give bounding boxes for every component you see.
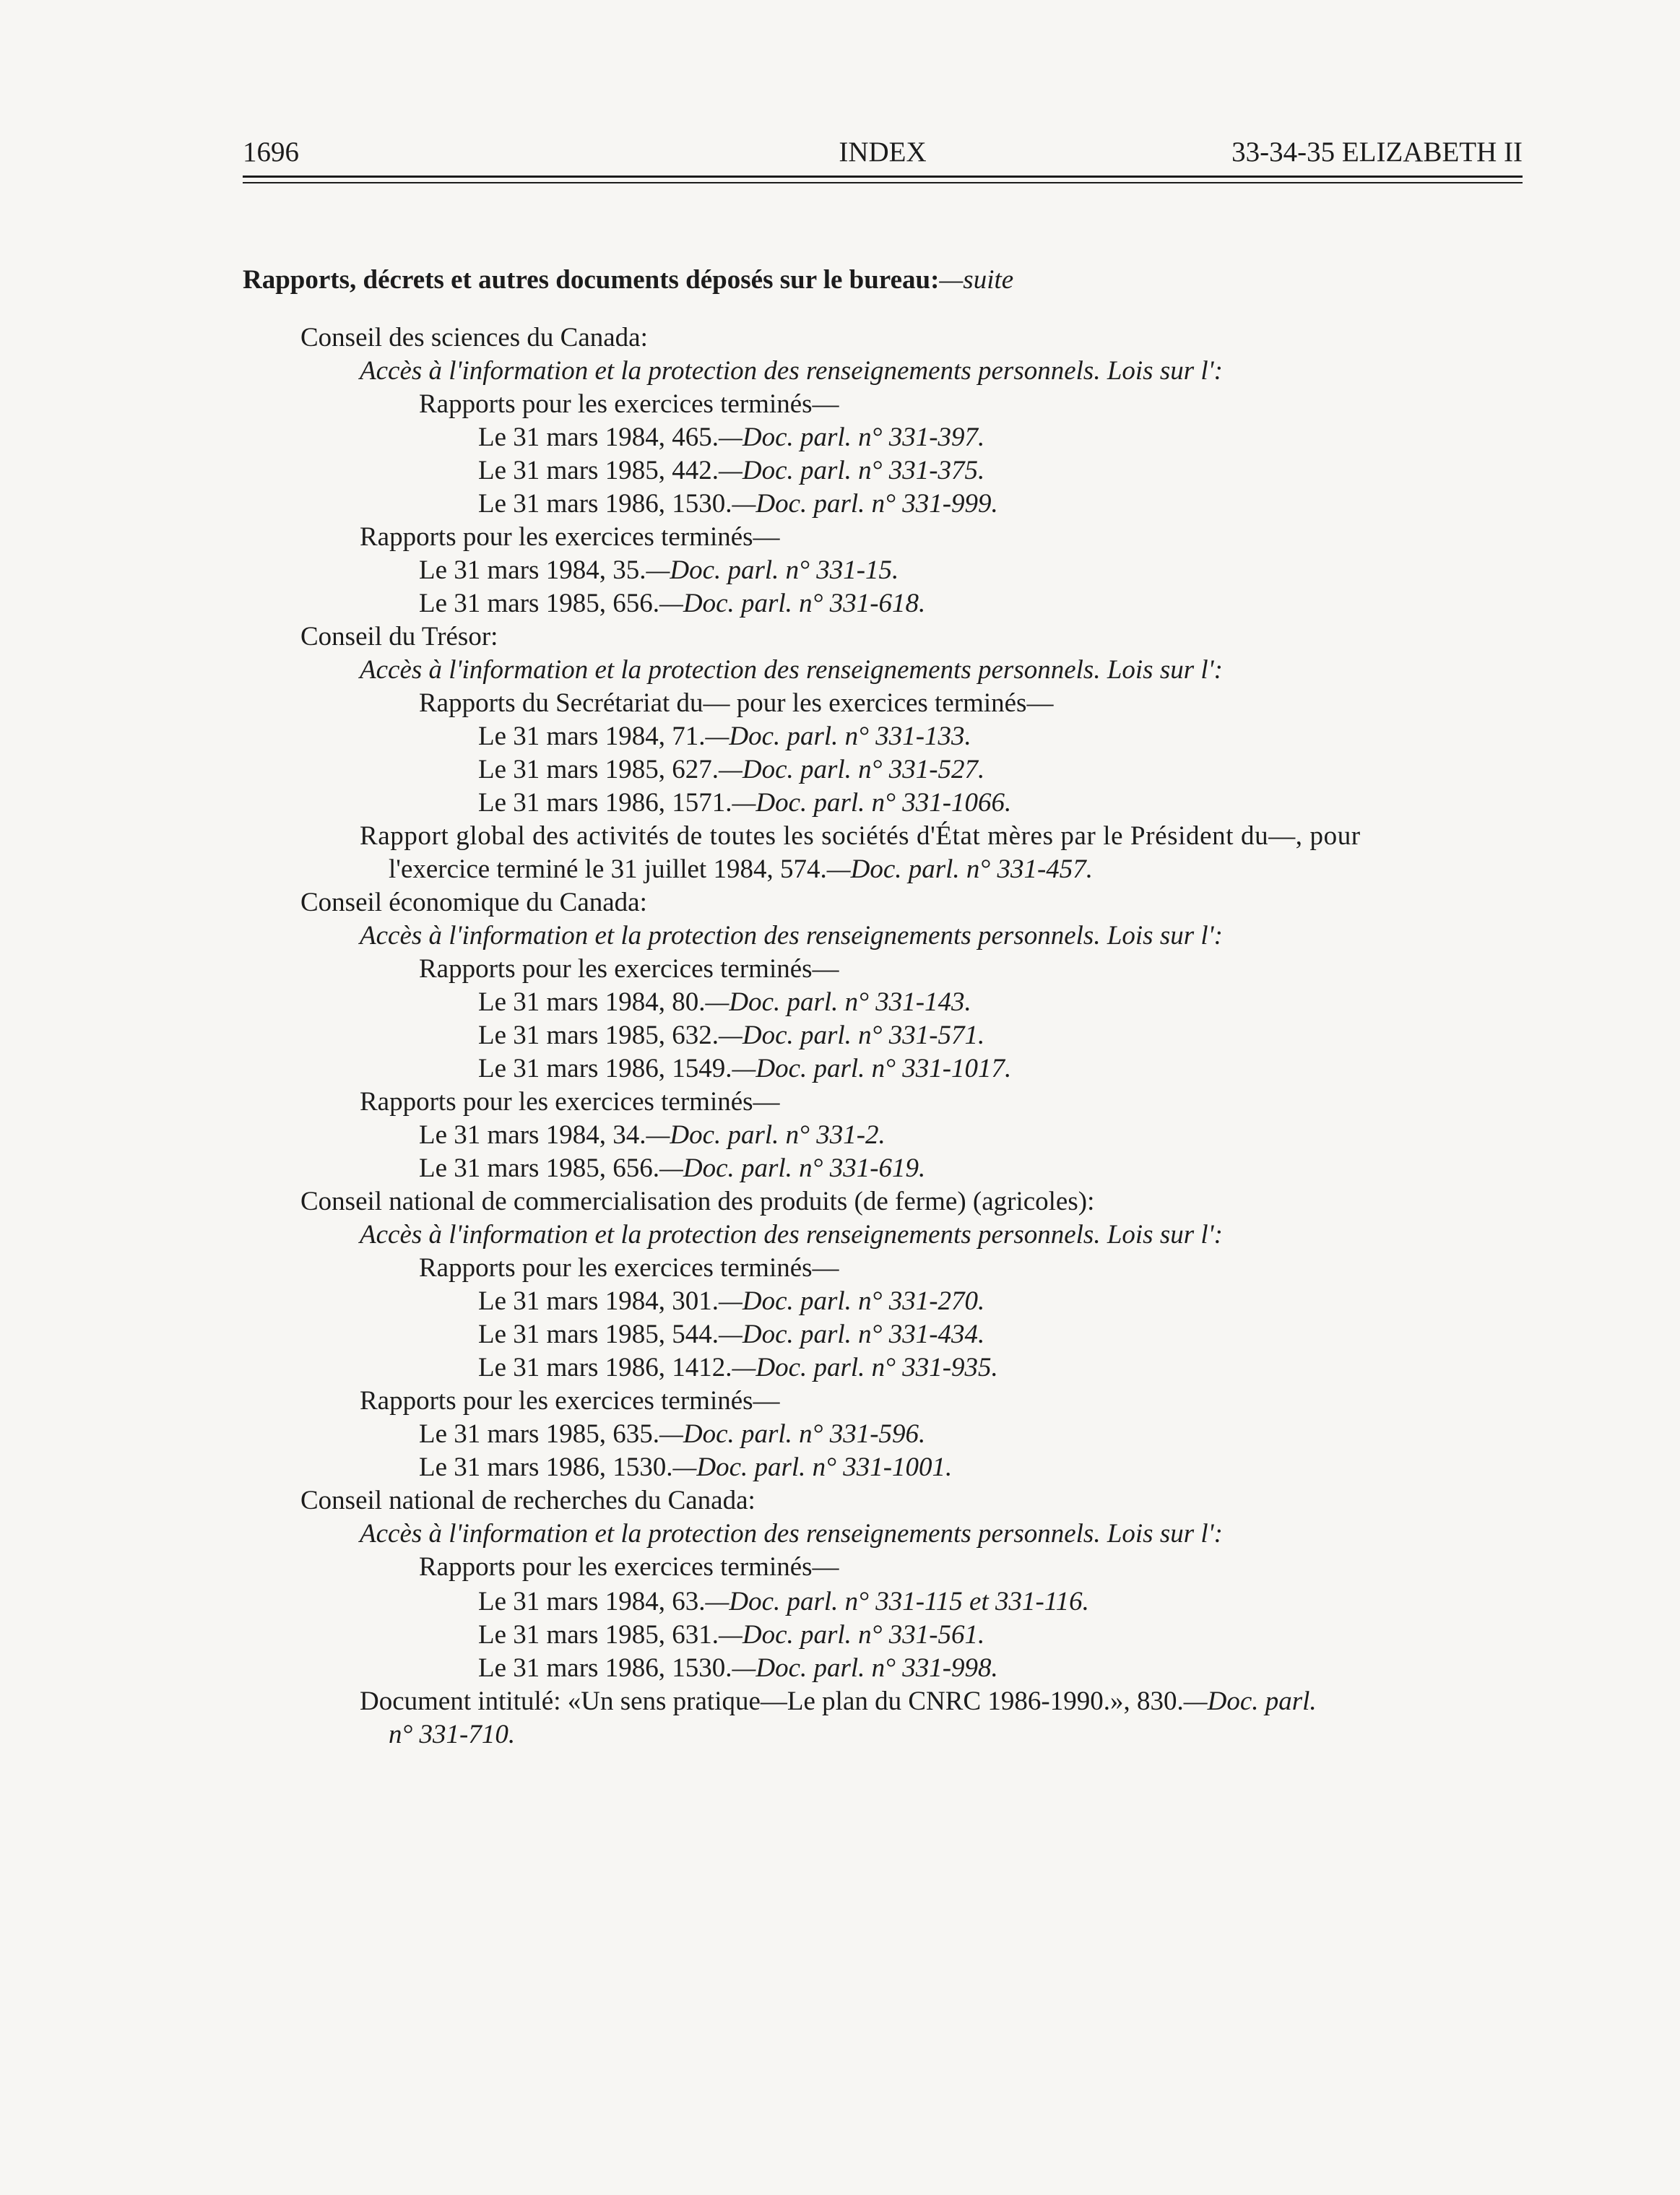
list-item: Le 31 mars 1985, 656.—Doc. parl. n° 331-618.	[419, 589, 926, 618]
list-item: Le 31 mars 1986, 1530.—Doc. parl. n° 331-998.	[478, 1653, 998, 1683]
list-item: Le 31 mars 1984, 35.—Doc. parl. n° 331-15.	[419, 555, 899, 585]
entry-heading: Conseil économique du Canada:	[300, 888, 647, 917]
subentry-italic: Accès à l'information et la protection des renseignements personnels. Lois sur l':	[360, 1220, 1223, 1250]
list-item: Le 31 mars 1986, 1530.—Doc. parl. n° 331-999.	[478, 489, 998, 519]
subentry: Rapports pour les exercices terminés—	[419, 1552, 839, 1582]
list-item: Le 31 mars 1985, 632.—Doc. parl. n° 331-571.	[478, 1021, 985, 1050]
list-item: Le 31 mars 1986, 1530.—Doc. parl. n° 331-1001.	[419, 1452, 953, 1482]
subentry: Rapports pour les exercices terminés—	[419, 954, 839, 984]
subentry-italic: Accès à l'information et la protection des renseignements personnels. Lois sur l':	[360, 1519, 1223, 1549]
page-number: 1696	[243, 137, 299, 168]
entry-heading: Conseil du Trésor:	[300, 622, 498, 651]
subentry-italic: Accès à l'information et la protection des renseignements personnels. Lois sur l':	[360, 356, 1223, 386]
list-item: Le 31 mars 1984, 465.—Doc. parl. n° 331-397.	[478, 423, 985, 452]
subentry-continuation: n° 331-710.	[389, 1720, 516, 1749]
list-item: Le 31 mars 1984, 80.—Doc. parl. n° 331-143.	[478, 987, 971, 1017]
list-item: Le 31 mars 1986, 1549.—Doc. parl. n° 331-1017.	[478, 1054, 1012, 1083]
list-item: Le 31 mars 1985, 442.—Doc. parl. n° 331-375.	[478, 456, 985, 485]
list-item: Le 31 mars 1986, 1571.—Doc. parl. n° 331-1066.	[478, 788, 1012, 818]
section-heading-suite: —suite	[939, 265, 1014, 295]
subentry: Rapports pour les exercices terminés—	[419, 389, 839, 419]
subentry-italic: Accès à l'information et la protection des renseignements personnels. Lois sur l':	[360, 921, 1223, 951]
header-rule-bottom	[243, 182, 1523, 183]
list-item: Le 31 mars 1984, 301.—Doc. parl. n° 331-270.	[478, 1286, 985, 1316]
header-rule-top	[243, 176, 1523, 178]
subentry: Rapports pour les exercices terminés—	[360, 1386, 780, 1416]
list-item: Le 31 mars 1985, 544.—Doc. parl. n° 331-434.	[478, 1320, 985, 1349]
list-item: Le 31 mars 1984, 63.—Doc. parl. n° 331-115 et 331-116.	[478, 1587, 1089, 1616]
entry-heading: Conseil national de recherches du Canada:	[300, 1486, 755, 1515]
subentry: Rapports du Secrétariat du— pour les exercices terminés—	[419, 688, 1054, 718]
subentry-italic: Accès à l'information et la protection des renseignements personnels. Lois sur l':	[360, 655, 1223, 685]
list-item: Le 31 mars 1985, 656.—Doc. parl. n° 331-619.	[419, 1153, 926, 1183]
subentry: Document intitulé: «Un sens pratique—Le plan du CNRC 1986-1990.», 830.—Doc. parl.	[360, 1687, 1317, 1716]
subentry: Rapports pour les exercices terminés—	[419, 1253, 839, 1283]
list-item: Le 31 mars 1984, 71.—Doc. parl. n° 331-133.	[478, 722, 971, 751]
list-item: Le 31 mars 1986, 1412.—Doc. parl. n° 331-935.	[478, 1353, 998, 1382]
section-heading	[243, 264, 1013, 296]
subentry: Rapports pour les exercices terminés—	[360, 1087, 780, 1117]
list-item: Le 31 mars 1985, 627.—Doc. parl. n° 331-527.	[478, 755, 985, 784]
subentry: Rapports pour les exercices terminés—	[360, 522, 780, 552]
list-item: Le 31 mars 1985, 635.—Doc. parl. n° 331-596.	[419, 1419, 926, 1449]
list-item: Le 31 mars 1984, 34.—Doc. parl. n° 331-2.	[419, 1120, 886, 1150]
entry-heading: Conseil national de commercialisation des produits (de ferme) (agricoles):	[300, 1187, 1095, 1216]
entry-heading: Conseil des sciences du Canada:	[300, 323, 648, 352]
section-heading-bold: Rapports, décrets et autres documents déposés sur le bureau:	[243, 265, 940, 295]
subentry-continuation: l'exercice terminé le 31 juillet 1984, 574.—Doc. parl. n° 331-457.	[389, 854, 1094, 884]
list-item: Le 31 mars 1985, 631.—Doc. parl. n° 331-561.	[478, 1620, 985, 1650]
page-header	[243, 136, 1523, 179]
page-title: INDEX	[839, 137, 927, 168]
regnal-year: 33-34-35 ELIZABETH II	[1231, 137, 1523, 168]
subentry: Rapport global des activités de toutes les sociétés d'État mères par le Président du—, pour	[360, 821, 1361, 851]
